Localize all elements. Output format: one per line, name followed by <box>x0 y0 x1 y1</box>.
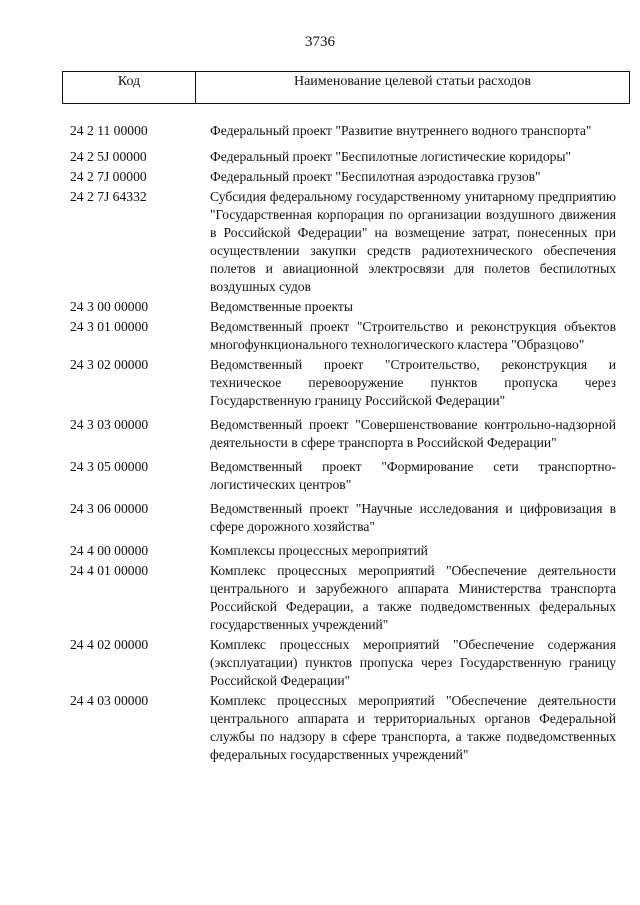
row-name: Комплекс процессных мероприятий "Обеспечение содержания (эксплуатации) пунктов пропуска через Государственную границу Российской Федерации" <box>210 637 616 688</box>
table-row <box>66 298 616 316</box>
row-name: Федеральный проект "Развитие внутреннего водного транспорта" <box>210 123 592 138</box>
row-name: Ведомственный проект "Строительство и реконструкция объектов многофункционального технологического кластера "Образцово" <box>210 319 616 352</box>
row-name: Ведомственный проект "Строительство, реконструкция и техническое перевооружение пунктов пропуска через Государственную границу Российской Федерации" <box>210 357 616 408</box>
table-row <box>66 318 616 354</box>
column-header-name: Наименование целевой статьи расходов <box>293 74 532 89</box>
row-name: Ведомственный проект "Формирование сети транспортно-логистических центров" <box>210 459 616 492</box>
row-code: 24 4 01 00000 <box>70 563 149 578</box>
row-name: Федеральный проект "Беспилотные логистические коридоры" <box>210 149 572 164</box>
row-name: Субсидия федеральному государственному унитарному предприятию "Государственная корпорация по организации воздушного движения в Российской Федерации" на возмещение затрат, понесенных при осуществлении закупки средств радиотехнического обеспечения полетов и авиационной электросвязи для полетов беспилотных воздушных судов <box>210 189 616 294</box>
row-code: 24 3 05 00000 <box>70 459 149 474</box>
row-code: 24 3 02 00000 <box>70 357 149 372</box>
table-row <box>66 542 616 560</box>
row-name: Ведомственный проект "Совершенствование контрольно-надзорной деятельности в сфере транспорта в Российской Федерации" <box>210 417 616 450</box>
table-row <box>66 188 616 296</box>
row-code: 24 3 00 00000 <box>70 299 149 314</box>
row-name: Комплекс процессных мероприятий "Обеспечение деятельности центрального аппарата и территориальных органов Федеральной службы по надзору в сфере транспорта, а также подведомственных федеральных государственных учреждений" <box>210 693 616 762</box>
row-code: 24 4 00 00000 <box>70 543 149 558</box>
row-code: 24 2 5J 00000 <box>70 149 147 164</box>
row-name: Комплексы процессных мероприятий <box>210 543 428 558</box>
table-row <box>66 416 616 452</box>
table-row <box>66 692 616 764</box>
table-row <box>66 562 616 634</box>
page-number: 3736 <box>305 34 335 50</box>
row-name: Комплекс процессных мероприятий "Обеспечение деятельности центрального и зарубежного аппарата Министерства транспорта Российской Федерации, а также подведомственных федеральных государственных учреждений" <box>210 563 616 632</box>
row-code: 24 2 11 00000 <box>70 123 148 138</box>
row-code: 24 4 03 00000 <box>70 693 149 708</box>
row-code: 24 3 03 00000 <box>70 417 149 432</box>
row-name: Ведомственные проекты <box>210 299 354 314</box>
table-row <box>66 356 616 410</box>
table-row <box>66 636 616 690</box>
table-row <box>66 458 616 494</box>
column-header-code: Код <box>63 72 196 103</box>
table-row <box>66 148 616 166</box>
row-name: Федеральный проект "Беспилотная аэродоставка грузов" <box>210 169 541 184</box>
row-code: 24 3 01 00000 <box>70 319 149 334</box>
table-header <box>62 71 630 104</box>
table-body <box>66 122 616 766</box>
row-name: Ведомственный проект "Научные исследования и цифровизация в сфере дорожного хозяйства" <box>210 501 616 534</box>
table-row <box>66 168 616 186</box>
table-row <box>66 500 616 536</box>
row-code: 24 2 7J 00000 <box>70 169 147 184</box>
row-code: 24 4 02 00000 <box>70 637 149 652</box>
row-code: 24 3 06 00000 <box>70 501 149 516</box>
table-row <box>66 122 616 140</box>
row-code: 24 2 7J 64332 <box>70 189 147 204</box>
